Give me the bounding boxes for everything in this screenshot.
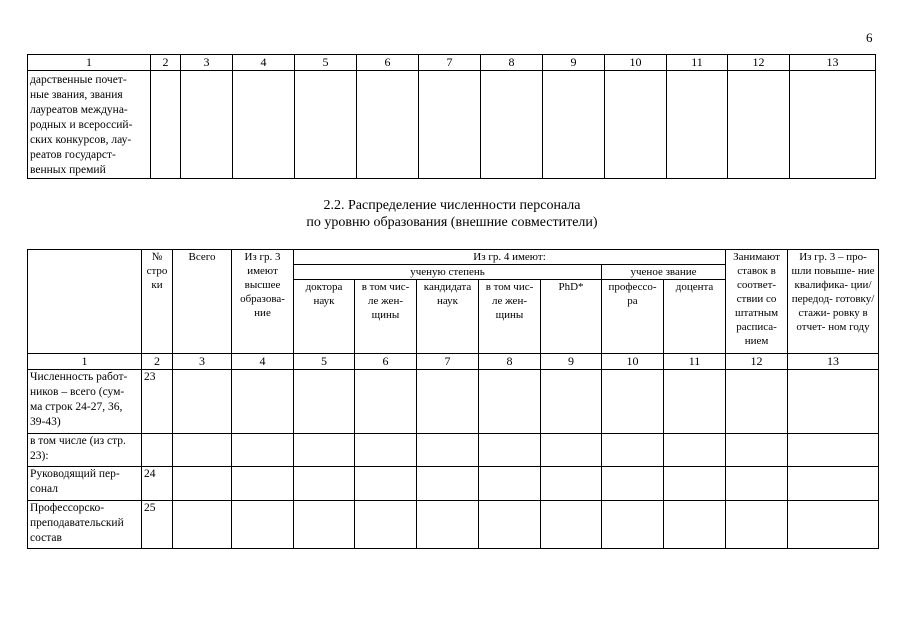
header-doctor: доктора наук bbox=[294, 280, 355, 354]
header-professor: профессо- ра bbox=[602, 280, 664, 354]
table-continued bbox=[27, 54, 876, 179]
header-blank bbox=[28, 250, 142, 354]
row-label: Руководящий пер- сонал bbox=[28, 467, 142, 501]
col-num: 2 bbox=[142, 354, 173, 370]
table-cell bbox=[417, 370, 479, 434]
table-cell bbox=[294, 370, 355, 434]
col-num: 1 bbox=[28, 354, 142, 370]
table-cell bbox=[664, 370, 726, 434]
col-num: 10 bbox=[602, 354, 664, 370]
table-cell bbox=[664, 467, 726, 501]
table-cell bbox=[233, 71, 295, 179]
table-cell bbox=[151, 71, 181, 179]
header-positions: Занимают ставок в соответ- ствии со штатным расписа- нием bbox=[726, 250, 788, 354]
table-cell bbox=[232, 501, 294, 549]
header-women: в том чис- ле жен- щины bbox=[479, 280, 541, 354]
header-docent: доцента bbox=[664, 280, 726, 354]
col-num: 5 bbox=[295, 55, 357, 71]
table-cell bbox=[295, 71, 357, 179]
table-cell bbox=[355, 434, 417, 467]
table-cell bbox=[605, 71, 667, 179]
table-cell bbox=[664, 434, 726, 467]
header-higher-education: Из гр. 3 имеют высшее образова- ние bbox=[232, 250, 294, 354]
table-cell bbox=[232, 370, 294, 434]
header-candidate: кандидата наук bbox=[417, 280, 479, 354]
table-cell bbox=[541, 501, 602, 549]
table-cell bbox=[602, 467, 664, 501]
section-title-line1: 2.2. Распределение численности персонала bbox=[323, 198, 581, 213]
table-cell bbox=[173, 501, 232, 549]
row-number bbox=[142, 434, 173, 467]
table-cell bbox=[232, 467, 294, 501]
column-number-row bbox=[28, 354, 879, 370]
header-title-rank: ученое звание bbox=[602, 265, 726, 280]
table-cell bbox=[417, 501, 479, 549]
col-num: 4 bbox=[233, 55, 295, 71]
table-cell bbox=[602, 370, 664, 434]
header-total: Всего bbox=[173, 250, 232, 354]
table-cell bbox=[294, 467, 355, 501]
table-cell bbox=[541, 467, 602, 501]
table-cell bbox=[173, 467, 232, 501]
col-num: 7 bbox=[417, 354, 479, 370]
table-cell bbox=[173, 434, 232, 467]
table-cell bbox=[788, 467, 879, 501]
header-of-col4: Из гр. 4 имеют: bbox=[294, 250, 726, 265]
col-num: 5 bbox=[294, 354, 355, 370]
col-num: 11 bbox=[664, 354, 726, 370]
table-cell bbox=[417, 467, 479, 501]
table-cell bbox=[790, 71, 876, 179]
col-num: 1 bbox=[28, 55, 151, 71]
table-cell bbox=[667, 71, 728, 179]
col-num: 6 bbox=[355, 354, 417, 370]
col-num: 10 bbox=[605, 55, 667, 71]
table-row bbox=[28, 370, 879, 434]
table-cell bbox=[543, 71, 605, 179]
table-cell bbox=[419, 71, 481, 179]
table-cell bbox=[481, 71, 543, 179]
col-num: 3 bbox=[173, 354, 232, 370]
row-label: дарственные почет- ные звания, звания лауреатов междуна- родных и всероссий- ских конкурсов, лау- реатов государст- венных премий bbox=[28, 71, 151, 179]
col-num: 13 bbox=[788, 354, 879, 370]
table-cell bbox=[181, 71, 233, 179]
education-table bbox=[27, 249, 879, 549]
col-num: 12 bbox=[728, 55, 790, 71]
col-num: 9 bbox=[541, 354, 602, 370]
col-num: 8 bbox=[481, 55, 543, 71]
col-num: 12 bbox=[726, 354, 788, 370]
col-num: 7 bbox=[419, 55, 481, 71]
col-num: 6 bbox=[357, 55, 419, 71]
header-training: Из гр. 3 – про- шли повыше- ние квалифика- ции/ передод- готовку/ стажи- ровку в отчет- ном году bbox=[788, 250, 879, 354]
col-num: 11 bbox=[667, 55, 728, 71]
table-cell bbox=[726, 434, 788, 467]
table-cell bbox=[788, 370, 879, 434]
row-label: Численность работ- ников – всего (сум- ма строк 24-27, 36, 39-43) bbox=[28, 370, 142, 434]
table-cell bbox=[728, 71, 790, 179]
table-row bbox=[28, 501, 879, 549]
table-cell bbox=[232, 434, 294, 467]
table-cell bbox=[355, 467, 417, 501]
row-number: 25 bbox=[142, 501, 173, 549]
table-cell bbox=[479, 434, 541, 467]
column-number-row bbox=[28, 55, 876, 71]
header-women: в том чис- ле жен- щины bbox=[355, 280, 417, 354]
col-num: 4 bbox=[232, 354, 294, 370]
header-degree: ученую степень bbox=[294, 265, 602, 280]
table-cell bbox=[664, 501, 726, 549]
table-cell bbox=[479, 370, 541, 434]
table-row bbox=[28, 434, 879, 467]
table-cell bbox=[726, 501, 788, 549]
col-num: 2 bbox=[151, 55, 181, 71]
row-label: Профессорско- преподавательский состав bbox=[28, 501, 142, 549]
table-cell bbox=[479, 501, 541, 549]
col-num: 9 bbox=[543, 55, 605, 71]
table-cell bbox=[173, 370, 232, 434]
table-cell bbox=[417, 434, 479, 467]
table-cell bbox=[602, 434, 664, 467]
section-title-line2: по уровню образования (внешние совместители) bbox=[306, 215, 598, 230]
table-cell bbox=[355, 501, 417, 549]
table-cell bbox=[788, 434, 879, 467]
col-num: 8 bbox=[479, 354, 541, 370]
col-num: 13 bbox=[790, 55, 876, 71]
table-cell bbox=[726, 467, 788, 501]
table-cell bbox=[541, 434, 602, 467]
table-cell bbox=[788, 501, 879, 549]
table-cell bbox=[355, 370, 417, 434]
table-cell bbox=[726, 370, 788, 434]
table-row bbox=[28, 71, 876, 179]
table-row bbox=[28, 467, 879, 501]
table-cell bbox=[541, 370, 602, 434]
table-cell bbox=[294, 434, 355, 467]
page-number: 6 bbox=[866, 30, 873, 45]
table-cell bbox=[479, 467, 541, 501]
header-row-number: № стро ки bbox=[142, 250, 173, 354]
row-number: 23 bbox=[142, 370, 173, 434]
table-cell bbox=[357, 71, 419, 179]
header-row bbox=[28, 250, 879, 265]
row-label: в том числе (из стр. 23): bbox=[28, 434, 142, 467]
row-number: 24 bbox=[142, 467, 173, 501]
table-cell bbox=[294, 501, 355, 549]
header-phd: PhD* bbox=[541, 280, 602, 354]
col-num: 3 bbox=[181, 55, 233, 71]
table-cell bbox=[602, 501, 664, 549]
